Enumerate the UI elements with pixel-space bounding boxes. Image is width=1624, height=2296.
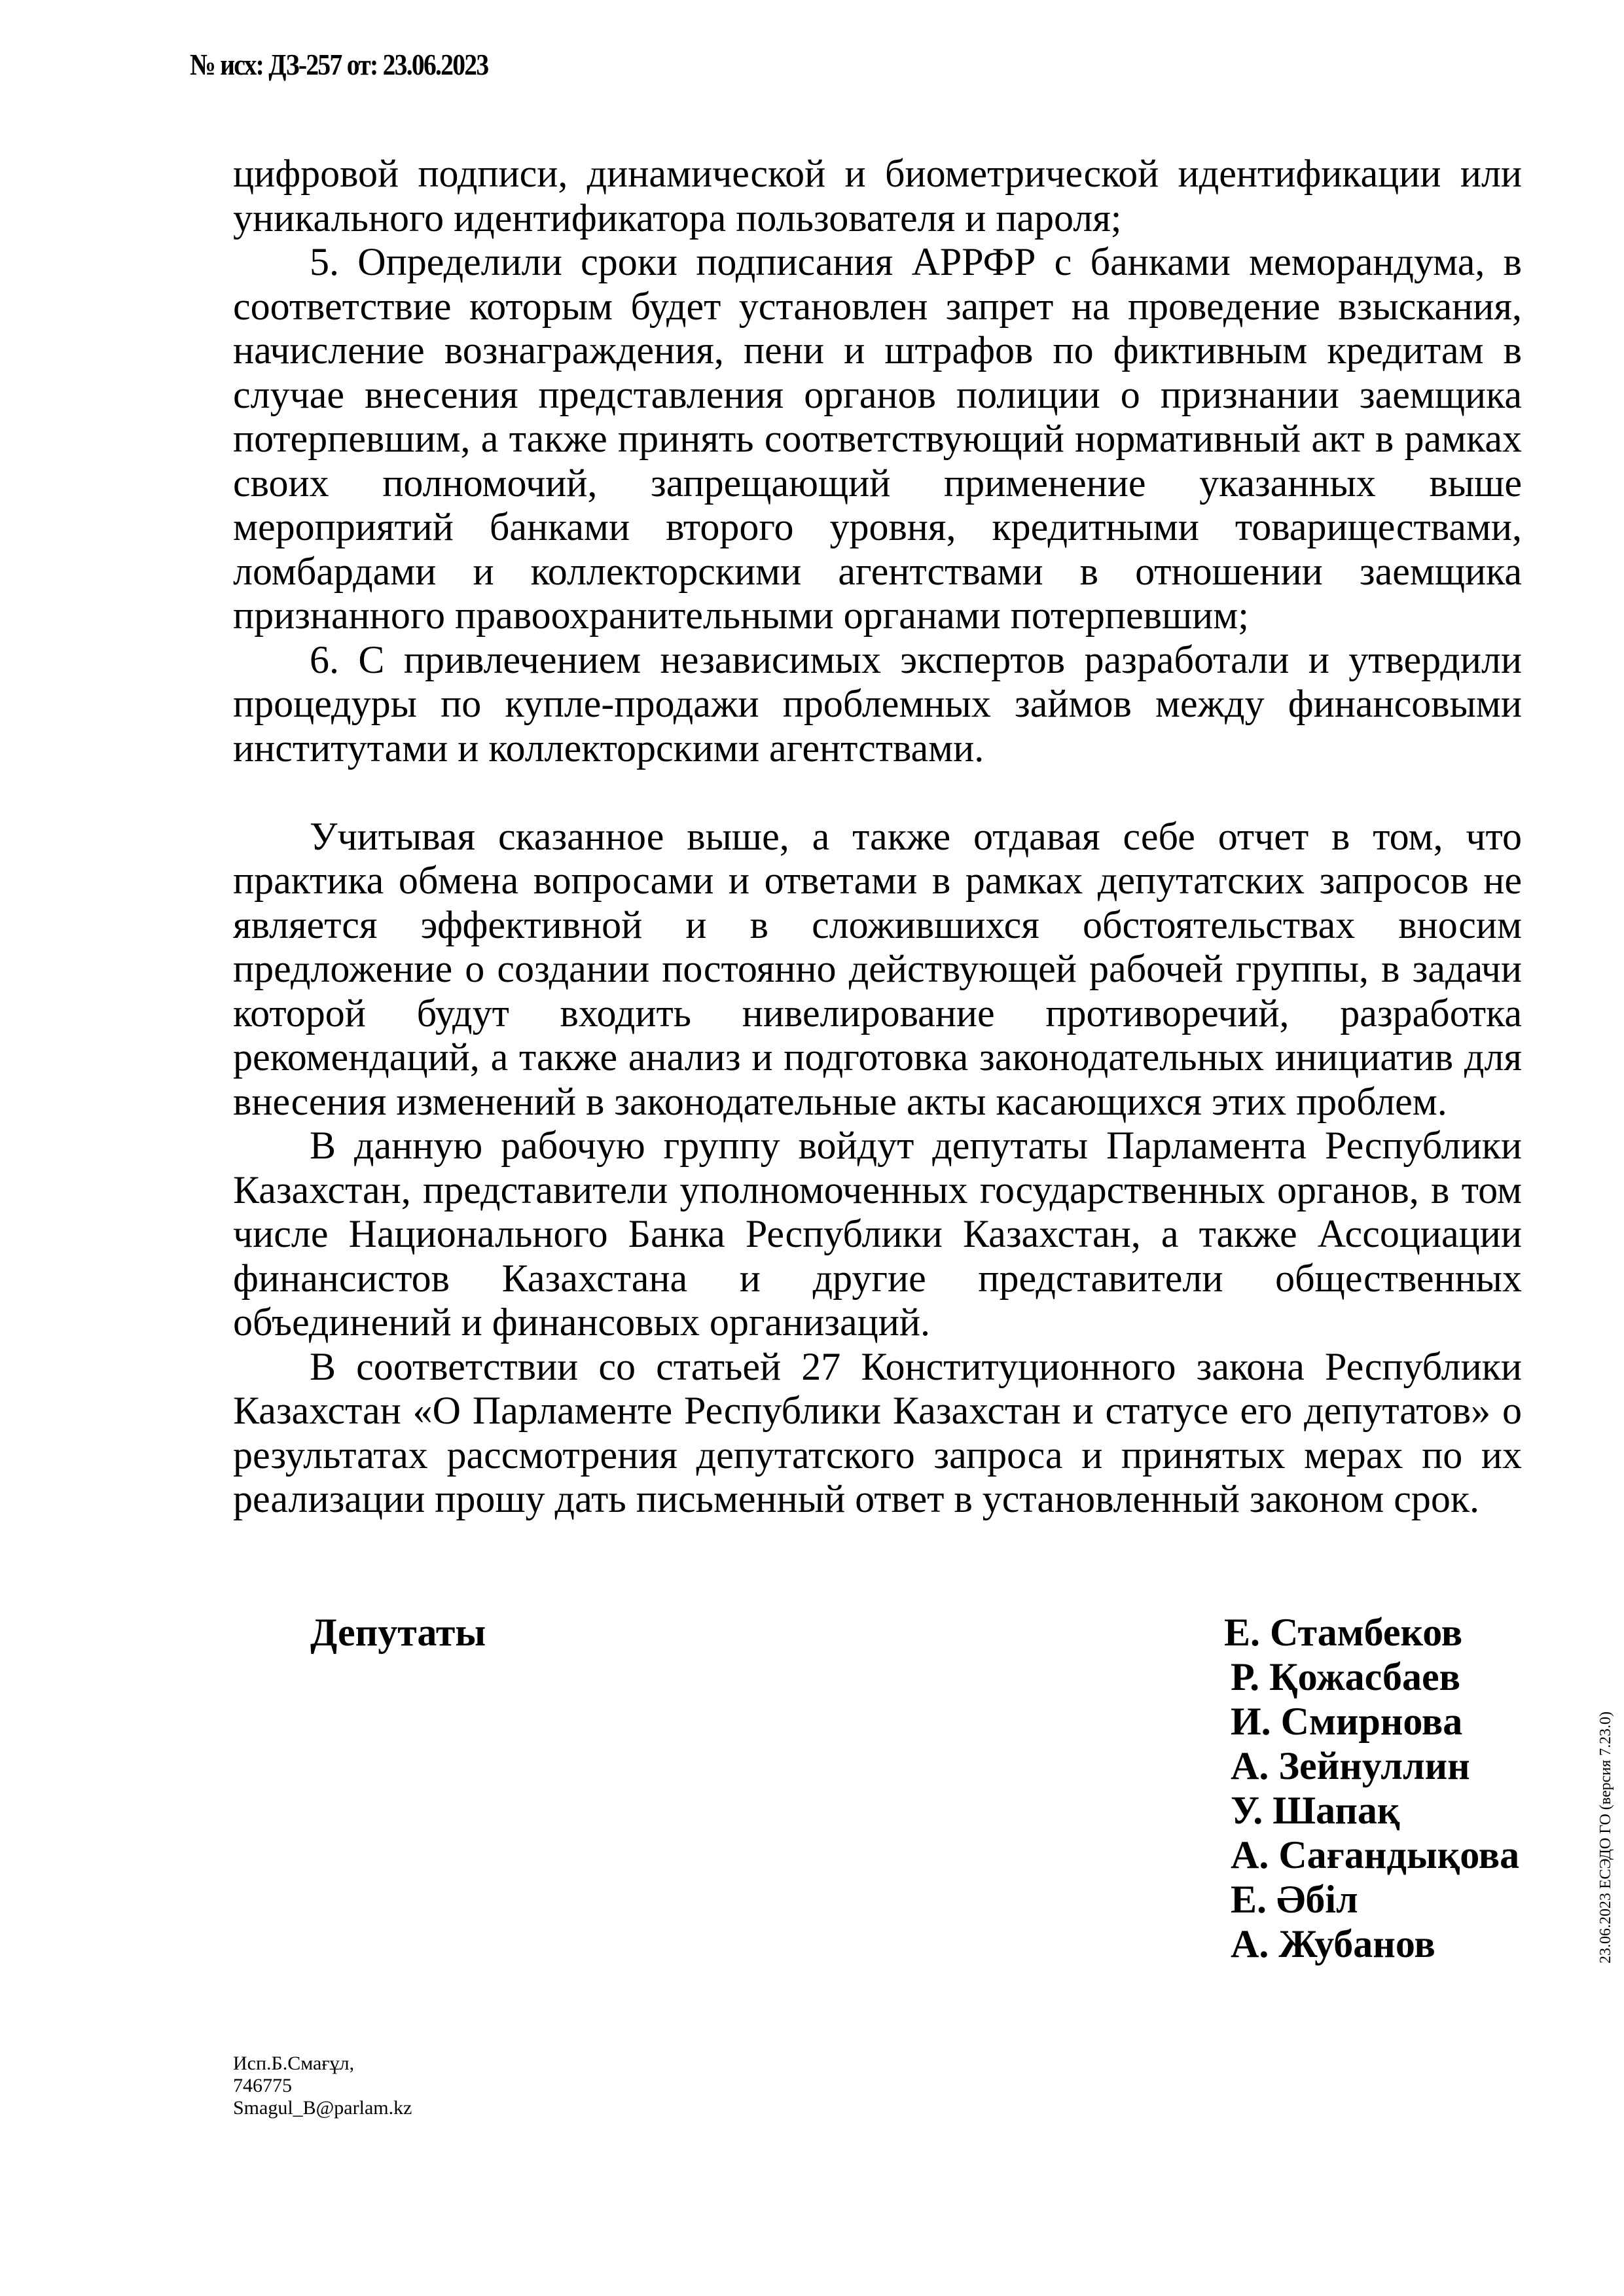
body-paragraph-proposal: Учитывая сказанное выше, а также отдавая себе отчет в том, что практика обмена вопросами и ответами в рамках депутатских запросов не является эффективной и в сложившихся обстоятельствах вносим предложение о создании постоянно действующей рабочей группы, в задачи которой будут входить нивелирование противоречий, разработка рекомендаций, а также анализ и подготовка законодательных инициатив для внесения изменений в законодательные акты касающихся этих проблем. [233,814,1522,1123]
paragraph-spacer [233,770,1522,815]
signatory-name: Е. Стамбеков [1224,1611,1463,1654]
body-paragraph-item-6: 6. С привлечением независимых экспертов разработали и утвердили процедуры по купле-продажи проблемных займов между финансовыми институтами и коллекторскими агентствами. [233,637,1522,770]
signatory-name: Р. Қожасбаев [1231,1655,1461,1698]
body-paragraph-request: В соответствии со статьей 27 Конституционного закона Республики Казахстан «О Парламенте Республики Казахстан и статусе его депутатов» о результатах рассмотрения депутатского запроса и принятых мерах по их реализации прошу дать письменный ответ в установленный законом срок. [233,1344,1522,1520]
body-paragraph-working-group: В данную рабочую группу войдут депутаты Парламента Республики Казахстан, представители уполномоченных государственных органов, в том числе Национального Банка Республики Казахстан, а также Ассоциации финансистов Казахстана и другие представители общественных объединений и финансовых организаций. [233,1124,1522,1344]
executor-name: Исп.Б.Смағұл, [233,2053,355,2074]
signatory-name: И. Смирнова [1231,1700,1463,1743]
executor-phone: 746775 [233,2075,292,2096]
signatory-name: А. Сағандықова [1231,1833,1520,1876]
body-paragraph-item-5: 5. Определили сроки подписания АРРФР с банками меморандума, в соответствие которым будет установлен запрет на проведение взыскания, начисление вознаграждения, пени и штрафов по фиктивным кредитам в случае внесения представления органов полиции о признании заемщика потерпевшим, а также принять соответствующий нормативный акт в рамках своих полномочий, запрещающий применение указанных выше мероприятий банками второго уровня, кредитными товариществами, ломбардами и коллекторскими агентствами в отношении заемщика признанного правоохранительными органами потерпевшим; [233,240,1522,637]
signatory-name: А. Зейнуллин [1231,1744,1470,1787]
signatory-name: У. Шапақ [1231,1789,1400,1832]
signatories-label: Депутаты [310,1611,486,1654]
signatories-list [1224,1610,1519,1966]
executor-email: Smagul_B@parlam.kz [233,2097,412,2119]
outgoing-reference-number: № исх: ДЗ-257 от: 23.06.2023 [190,48,488,81]
body-paragraph-continuation: цифровой подписи, динамической и биометрической идентификации или уникального идентификатора пользователя и пароля; [233,152,1522,240]
signatory-name: Е. Әбіл [1231,1878,1358,1921]
letter-body [233,152,1522,1522]
signatory-name: А. Жубанов [1231,1922,1435,1965]
edms-side-stamp: 23.06.2023 ЕСЭДО ГО (версия 7.23.0) [1597,1711,1614,1964]
executor-contact [233,2053,412,2119]
